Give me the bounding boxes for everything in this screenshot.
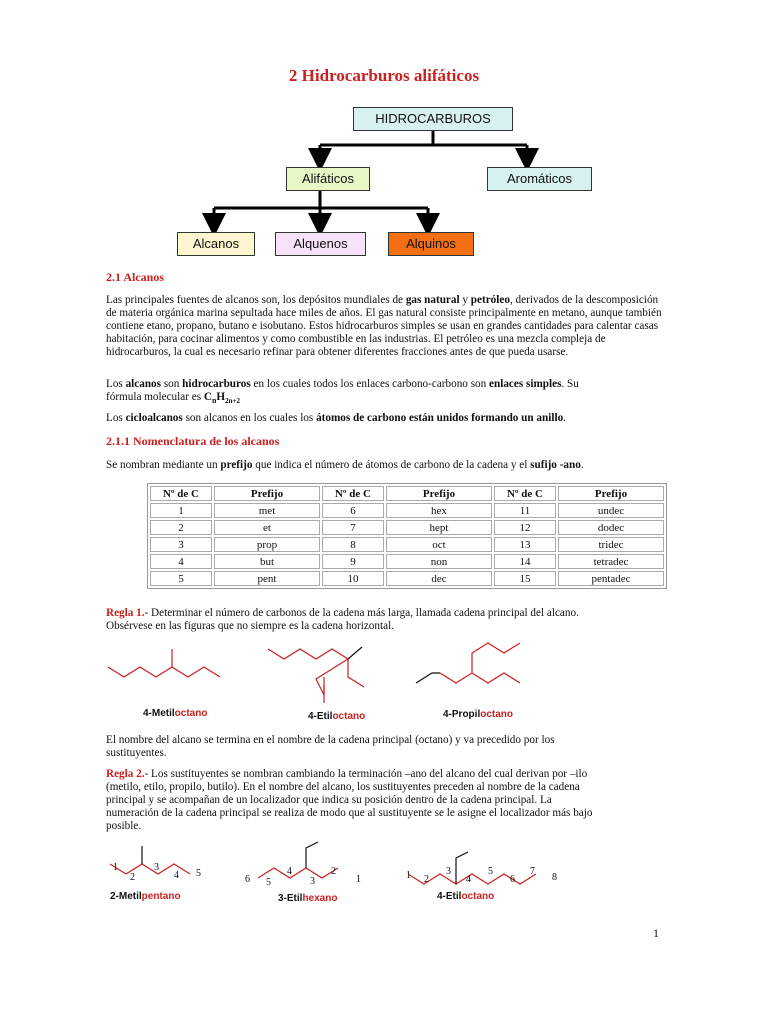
table-cell: but xyxy=(214,554,320,569)
table-cell: met xyxy=(214,503,320,518)
locant: 1 xyxy=(356,874,361,885)
page-title: 2 Hidrocarburos alifáticos xyxy=(288,66,480,85)
table-row xyxy=(150,503,664,518)
table-header: Nº de C xyxy=(494,486,556,501)
table-row xyxy=(150,537,664,552)
table-cell: undec xyxy=(558,503,664,518)
table-cell: 7 xyxy=(322,520,384,535)
table-cell: 3 xyxy=(150,537,212,552)
table-cell: tridec xyxy=(558,537,664,552)
table-cell: 12 xyxy=(494,520,556,535)
regla-2-label: Regla 2. xyxy=(106,768,145,780)
table-cell: 9 xyxy=(322,554,384,569)
section-heading-nomenclatura: 2.1.1 Nomenclatura de los alcanos xyxy=(106,434,280,448)
table-row xyxy=(150,520,664,535)
diagram-node-aromaticos: Aromáticos xyxy=(487,167,592,191)
locant: 2 xyxy=(331,866,336,877)
locant: 5 xyxy=(266,877,271,888)
molecule-label-4-etiloctano: 4-Etiloctano xyxy=(308,711,366,722)
table-cell: 8 xyxy=(322,537,384,552)
locant: 6 xyxy=(510,874,515,885)
classification-diagram-lines xyxy=(0,0,768,270)
table-cell: 11 xyxy=(494,503,556,518)
locant: 3 xyxy=(310,876,315,887)
table-cell: pentadec xyxy=(558,571,664,586)
paragraph-cicloalcanos: Los cicloalcanos son alcanos en los cuales los átomos de carbono están unidos formando un anillo. xyxy=(106,412,566,424)
table-cell: et xyxy=(214,520,320,535)
molecule-label-2-metilpentano: 2-Metilpentano xyxy=(110,891,181,902)
table-cell: 10 xyxy=(322,571,384,586)
table-cell: 15 xyxy=(494,571,556,586)
locant: 5 xyxy=(196,868,201,879)
table-cell: prop xyxy=(214,537,320,552)
prefix-table xyxy=(147,483,667,589)
table-cell: 1 xyxy=(150,503,212,518)
locant: 4 xyxy=(466,874,471,885)
diagram-node-hidrocarburos: HIDROCARBUROS xyxy=(353,107,513,131)
table-cell: 2 xyxy=(150,520,212,535)
section-heading-alcanos: 2.1 Alcanos xyxy=(106,270,165,284)
paragraph-definicion: Los alcanos son hidrocarburos en los cuales todos los enlaces carbono-carbono son enlaces simples. Su fórmula molecular es $C_nH_{2n+2}$ xyxy=(106,378,579,406)
molecule-label-4-etiloctano-b: 4-Etiloctano xyxy=(437,891,495,902)
table-cell: 4 xyxy=(150,554,212,569)
table-cell: 6 xyxy=(322,503,384,518)
table-cell: oct xyxy=(386,537,492,552)
locant: 4 xyxy=(174,870,179,881)
paragraph-fuentes: Las principales fuentes de alcanos son, los depósitos mundiales de gas natural y petróleo, derivados de la descomposición de materia orgánica marina sepultada hace miles de años. El gas natural consiste principalmente en metano, aunque también contiene etano, propano, butano e isobutano. Estos hidrocarburos simples se usan en grandes cantidades para calentar casas habitación, para cocinar alimentos y como combustible en las industrias. El petróleo es una mezcla compleja de hidrocarburos, la cual es necesario refinar para obtener diferentes fracciones antes de que pueda usarse. xyxy=(106,294,662,358)
locant: 2 xyxy=(130,872,135,883)
table-header: Nº de C xyxy=(322,486,384,501)
molecules-row-1 xyxy=(100,637,540,717)
locant: 3 xyxy=(154,862,159,873)
diagram-node-alcanos: Alcanos xyxy=(177,232,255,256)
regla-1-paragraph: Regla 1.- Determinar el número de carbonos de la cadena más larga, llamada cadena principal del alcano. Obsérvese en las figuras que no siempre es la cadena horizontal. xyxy=(106,607,579,632)
locant: 7 xyxy=(530,866,535,877)
table-cell: hex xyxy=(386,503,492,518)
paragraph-prefijo: Se nombran mediante un prefijo que indica el número de átomos de carbono de la cadena y el sufijo -ano. xyxy=(106,459,584,471)
molecule-label-3-etilhexano: 3-Etilhexano xyxy=(278,893,338,904)
locant: 4 xyxy=(287,866,292,877)
diagram-node-alifaticos: Alifáticos xyxy=(286,167,370,191)
table-cell: tetradec xyxy=(558,554,664,569)
table-cell: 13 xyxy=(494,537,556,552)
locant: 3 xyxy=(446,866,451,877)
table-header: Nº de C xyxy=(150,486,212,501)
table-cell: non xyxy=(386,554,492,569)
paragraph-nombre-alcano: El nombre del alcano se termina en el nombre de la cadena principal (octano) y va precedido por los sustituyentes. xyxy=(106,734,555,759)
molecule-label-4-metiloctano: 4-Metiloctano xyxy=(143,708,208,719)
table-header: Prefijo xyxy=(558,486,664,501)
table-cell: 14 xyxy=(494,554,556,569)
diagram-node-alquinos: Alquinos xyxy=(388,232,474,256)
table-cell: dodec xyxy=(558,520,664,535)
table-row xyxy=(150,571,664,586)
locant: 2 xyxy=(424,874,429,885)
locant: 8 xyxy=(552,872,557,883)
table-cell: hept xyxy=(386,520,492,535)
regla-1-label: Regla 1. xyxy=(106,607,145,619)
table-row xyxy=(150,554,664,569)
locant: 6 xyxy=(245,874,250,885)
table-cell: dec xyxy=(386,571,492,586)
locant: 5 xyxy=(488,866,493,877)
page-number: 1 xyxy=(653,926,659,940)
diagram-node-alquenos: Alquenos xyxy=(275,232,366,256)
molecule-label-4-propiloctano: 4-Propiloctano xyxy=(443,709,514,720)
table-cell: pent xyxy=(214,571,320,586)
table-header: Prefijo xyxy=(386,486,492,501)
table-cell: 5 xyxy=(150,571,212,586)
table-header: Prefijo xyxy=(214,486,320,501)
locant: 1 xyxy=(113,862,118,873)
regla-2-paragraph: Regla 2.- Los sustituyentes se nombran cambiando la terminación –ano del alcano del cual derivan por –ilo (metilo, etilo, propilo, butilo). En el nombre del alcano, los sustituyentes preceden al nombre de la cadena principal y se acompañan de un localizador que indica su posición dentro de la cadena principal. La numeración de la cadena principal se realiza de modo que al sustituyente se le asigne el localizador más bajo posible. xyxy=(106,768,593,832)
table-header-row xyxy=(150,486,664,501)
locant: 1 xyxy=(406,870,411,881)
